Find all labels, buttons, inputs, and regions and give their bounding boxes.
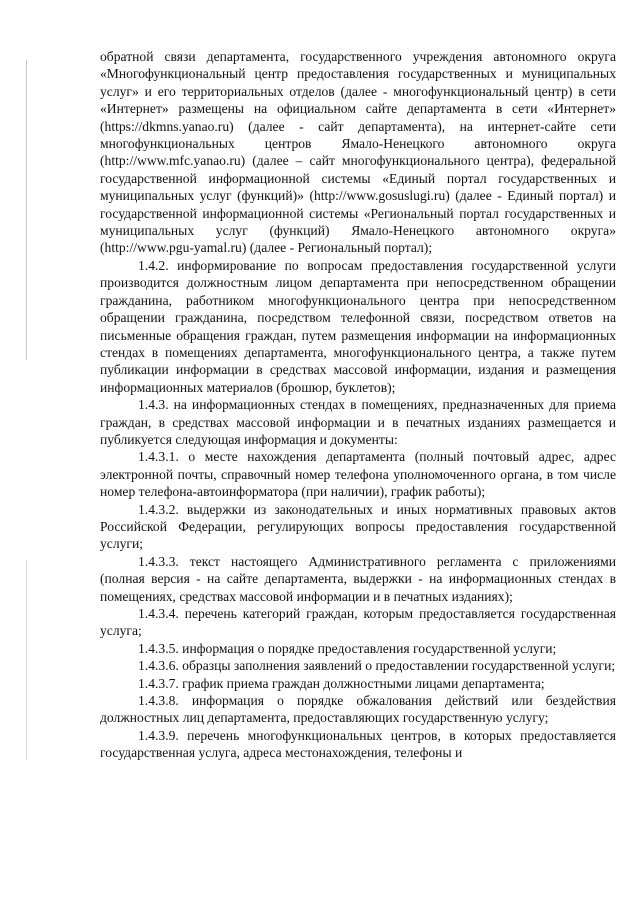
document-body — [100, 48, 616, 762]
paragraph-1-4-3: 1.4.3. на информационных стендах в помещениях, предназначенных для приема граждан, в средствах массовой информации и в печатных изданиях размещается и публикуется следующая информация и документы: — [100, 397, 616, 447]
paragraph-1-4-2: 1.4.2. информирование по вопросам предоставления государственной услуги производится должностным лицом департамента при непосредственном обращении гражданина, работником многофункционального центра при непосредственном обращении гражданина, посредством телефонной связи, посредством ответов на письменные обращения граждан, путем размещения информации на информационных стендах в помещениях департамента, многофункционального центра, а также путем публикации информации в средствах массовой информации, издания и размещения информационных материалов (брошюр, буклетов); — [100, 257, 616, 395]
scan-edge-mark — [26, 560, 27, 760]
paragraph-1-4-3-7: 1.4.3.7. график приема граждан должностными лицами департамента; — [138, 675, 545, 691]
paragraph-continuation: обратной связи департамента, государственного учреждения автономного округа «Многофункциональный центр предоставления государственных и муниципальных услуг» и его территориальных отделов (далее - многофункциональный центр) в сети «Интернет» размещены на официальном сайте департамента в сети «Интернет» (https://dkmns.yanao.ru) (далее - сайт департамента), на интернет-сайте сети многофункциональных центров Ямало-Ненецкого автономного округа (http://www.mfc.yanao.ru) (далее – сайт многофункционального центра), федеральной государственной информационной системы «Единый портал государственных и муниципальных услуг (функций)» (http://www.gosuslugi.ru) (далее - Единый портал) и государственной информационной системы «Региональный портал государственных и муниципальных услуг (функций) Ямало-Ненецкого автономного округа» (http://www.pgu-yamal.ru) (далее - Региональный портал); — [100, 49, 616, 256]
paragraph-1-4-3-3: 1.4.3.3. текст настоящего Административного регламента с приложениями (полная версия - на сайте департамента, выдержки - на информационных стендах в помещениях, средствах массовой информации и в печатных изданиях); — [100, 553, 616, 604]
paragraph-1-4-3-5: 1.4.3.5. информация о порядке предоставления государственной услуги; — [138, 640, 557, 656]
paragraph-1-4-3-2: 1.4.3.2. выдержки из законодательных и иных нормативных правовых актов Российской Федерации, регулирующих вопросы предоставления государственной услуги; — [100, 501, 616, 552]
paragraph-1-4-3-9: 1.4.3.9. перечень многофункциональных центров, в которых предоставляется государственная услуга, адреса местонахождения, телефоны и — [100, 727, 616, 761]
paragraph-1-4-3-4: 1.4.3.4. перечень категорий граждан, которым предоставляется государственная услуга; — [100, 606, 616, 639]
paragraph-1-4-3-1: 1.4.3.1. о месте нахождения департамента (полный почтовый адрес, адрес электронной почты, справочный номер телефона уполномоченного органа, в том числе номер телефона-автоинформатора (при наличии), график работы); — [100, 449, 616, 500]
paragraph-1-4-3-6: 1.4.3.6. образцы заполнения заявлений о предоставлении государственной услуги; — [138, 658, 616, 674]
paragraph-1-4-3-8: 1.4.3.8. информация о порядке обжалования действий или бездействия должностных лиц департамента, предоставляющих государственную услугу; — [100, 693, 616, 726]
scan-edge-mark — [26, 60, 27, 360]
